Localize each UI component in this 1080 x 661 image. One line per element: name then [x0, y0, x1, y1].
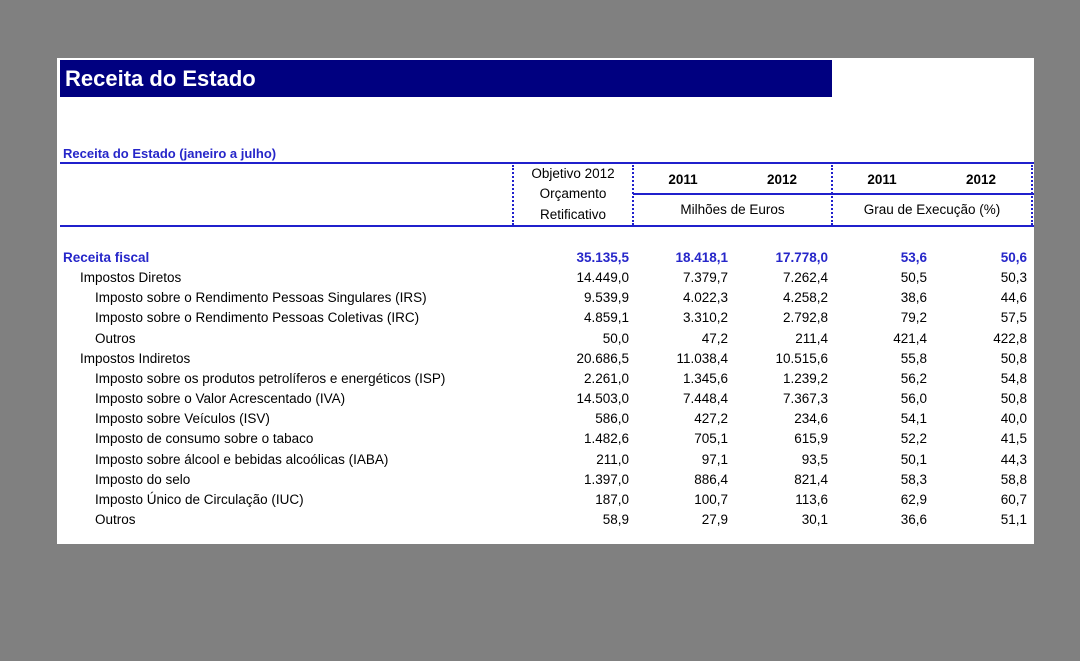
row-label: Impostos Diretos: [80, 270, 182, 286]
objetivo-2012-cell: 4.859,1: [583, 310, 629, 326]
table-row: [57, 349, 1034, 369]
row-label: Imposto sobre o Valor Acrescentado (IVA): [95, 391, 346, 407]
row-label: Imposto de consumo sobre o tabaco: [95, 431, 314, 447]
execucao-2011-cell: 58,3: [900, 471, 927, 487]
table-row: [57, 288, 1034, 308]
milhoes-2011-cell: 705,1: [694, 431, 728, 447]
milhoes-2012-cell: 4.258,2: [782, 290, 828, 306]
header-top-rule: [60, 162, 1034, 164]
milhoes-2012-cell: 7.367,3: [782, 391, 828, 407]
objetivo-2012-cell: 14.449,0: [576, 270, 629, 286]
header-middle-rule: [633, 193, 1034, 195]
execucao-2012-cell: 40,0: [1000, 411, 1027, 427]
objetivo-2012-cell: 58,9: [602, 511, 629, 527]
execucao-2011-cell: 79,2: [900, 310, 927, 326]
execucao-2012-cell: 50,6: [1000, 250, 1027, 265]
page-title: Receita do Estado: [65, 66, 256, 91]
amounts-unit-header: Milhões de Euros: [680, 202, 785, 217]
milhoes-2011-cell: 1.345,6: [682, 370, 728, 386]
execucao-2012-cell: 422,8: [993, 330, 1027, 346]
execucao-2011-cell: 38,6: [900, 290, 927, 306]
milhoes-2011-cell: 27,9: [701, 511, 728, 527]
milhoes-2012-cell: 2.792,8: [782, 310, 828, 326]
milhoes-2012-cell: 113,6: [795, 491, 828, 507]
execucao-2012-cell: 58,8: [1000, 471, 1027, 487]
milhoes-2011-cell: 47,2: [701, 330, 728, 346]
milhoes-2011-cell: 7.448,4: [682, 391, 728, 407]
row-label: Imposto Único de Circulação (IUC): [95, 491, 304, 507]
row-label: Outros: [95, 511, 136, 527]
objetivo-2012-cell: 50,0: [602, 330, 629, 346]
table-row: [57, 490, 1034, 510]
table-row: [57, 510, 1034, 530]
table-row: [57, 308, 1034, 328]
milhoes-2011-cell: 18.418,1: [675, 250, 728, 265]
milhoes-2012-cell: 1.239,2: [782, 370, 828, 386]
row-label: Receita fiscal: [63, 250, 150, 265]
objetivo-2012-cell: 1.397,0: [583, 471, 629, 487]
row-label: Imposto sobre o Rendimento Pessoas Coletivas (IRC): [95, 310, 420, 326]
title-bar: [60, 60, 832, 97]
objetivo-2012-cell: 1.482,6: [583, 431, 629, 447]
objetivo-2012-cell: 9.539,9: [583, 290, 629, 306]
milhoes-2012-cell: 17.778,0: [775, 250, 828, 265]
execucao-2012-cell: 50,8: [1000, 391, 1027, 407]
objetivo-2012-cell: 187,0: [595, 491, 629, 507]
table-row: [57, 248, 1034, 268]
execucao-2012-cell: 57,5: [1000, 310, 1027, 326]
table-caption: Receita do Estado (janeiro a julho): [63, 146, 277, 161]
milhoes-2011-cell: 97,1: [701, 451, 728, 467]
execucao-2011-cell: 55,8: [900, 350, 927, 366]
row-label: Imposto do selo: [95, 471, 191, 487]
execucao-2012-cell: 44,3: [1000, 451, 1027, 467]
objetivo-2012-cell: 2.261,0: [583, 370, 629, 386]
table-row: [57, 450, 1034, 470]
execucao-2012-cell: 50,3: [1000, 270, 1027, 286]
execucao-2011-cell: 62,9: [900, 491, 927, 507]
execution-unit-header: Grau de Execução (%): [863, 202, 1001, 217]
report-sheet: [57, 58, 1034, 544]
amounts-year-2012-header: 2012: [766, 172, 798, 187]
amounts-year-2011-header: 2011: [668, 172, 698, 187]
milhoes-2012-cell: 10.515,6: [775, 350, 828, 366]
milhoes-2012-cell: 30,1: [801, 511, 828, 527]
row-label: Imposto sobre o Rendimento Pessoas Singulares (IRS): [95, 290, 427, 306]
table-row: [57, 389, 1034, 409]
execucao-2012-cell: 60,7: [1000, 491, 1027, 507]
execucao-2011-cell: 50,1: [900, 451, 927, 467]
table-row: [57, 429, 1034, 449]
objetivo-2012-cell: 35.135,5: [576, 250, 629, 265]
row-label: Imposto sobre Veículos (ISV): [95, 411, 270, 427]
execucao-2011-cell: 56,0: [900, 391, 927, 407]
budget-column-header-line-3: Retificativo: [539, 207, 607, 222]
table-row: [57, 268, 1034, 288]
milhoes-2011-cell: 886,4: [694, 471, 728, 487]
execucao-2012-cell: 54,8: [1000, 370, 1027, 386]
milhoes-2012-cell: 93,5: [801, 451, 828, 467]
execucao-2011-cell: 50,5: [900, 270, 927, 286]
execucao-2012-cell: 51,1: [1000, 511, 1027, 527]
milhoes-2011-cell: 3.310,2: [682, 310, 728, 326]
header-bottom-rule: [60, 225, 1034, 227]
execucao-2011-cell: 36,6: [900, 511, 927, 527]
execucao-2012-cell: 50,8: [1000, 350, 1027, 366]
row-label: Imposto sobre álcool e bebidas alcoólicas (IABA): [95, 451, 389, 467]
row-label: Outros: [95, 330, 136, 346]
milhoes-2012-cell: 615,9: [794, 431, 828, 447]
execucao-2012-cell: 41,5: [1000, 431, 1027, 447]
objetivo-2012-cell: 586,0: [595, 411, 629, 427]
execution-year-2011-header: 2011: [867, 172, 897, 187]
milhoes-2012-cell: 234,6: [794, 411, 828, 427]
objetivo-2012-cell: 14.503,0: [576, 391, 629, 407]
objetivo-2012-cell: 211,0: [596, 451, 629, 467]
execution-year-2012-header: 2012: [965, 172, 997, 187]
table-row: [57, 470, 1034, 490]
row-label: Imposto sobre os produtos petrolíferos e energéticos (ISP): [95, 370, 446, 386]
milhoes-2011-cell: 427,2: [694, 411, 728, 427]
execucao-2011-cell: 53,6: [900, 250, 927, 265]
budget-column-header-line-1: Objetivo 2012: [531, 166, 615, 181]
table-row: [57, 329, 1034, 349]
execucao-2011-cell: 56,2: [900, 370, 927, 386]
milhoes-2011-cell: 11.038,4: [676, 350, 728, 366]
milhoes-2012-cell: 821,4: [794, 471, 828, 487]
milhoes-2011-cell: 7.379,7: [682, 270, 728, 286]
execucao-2012-cell: 44,6: [1000, 290, 1027, 306]
execucao-2011-cell: 54,1: [900, 411, 927, 427]
table-row: [57, 409, 1034, 429]
execucao-2011-cell: 421,4: [893, 330, 927, 346]
execucao-2011-cell: 52,2: [900, 431, 927, 447]
objetivo-2012-cell: 20.686,5: [576, 350, 629, 366]
budget-column-header-line-2: Orçamento: [539, 186, 607, 201]
milhoes-2011-cell: 4.022,3: [682, 290, 728, 306]
milhoes-2012-cell: 7.262,4: [782, 270, 828, 286]
milhoes-2012-cell: 211,4: [795, 330, 828, 346]
milhoes-2011-cell: 100,7: [694, 491, 728, 507]
table-body: [57, 248, 1034, 533]
row-label: Impostos Indiretos: [80, 350, 191, 366]
table-row: [57, 369, 1034, 389]
